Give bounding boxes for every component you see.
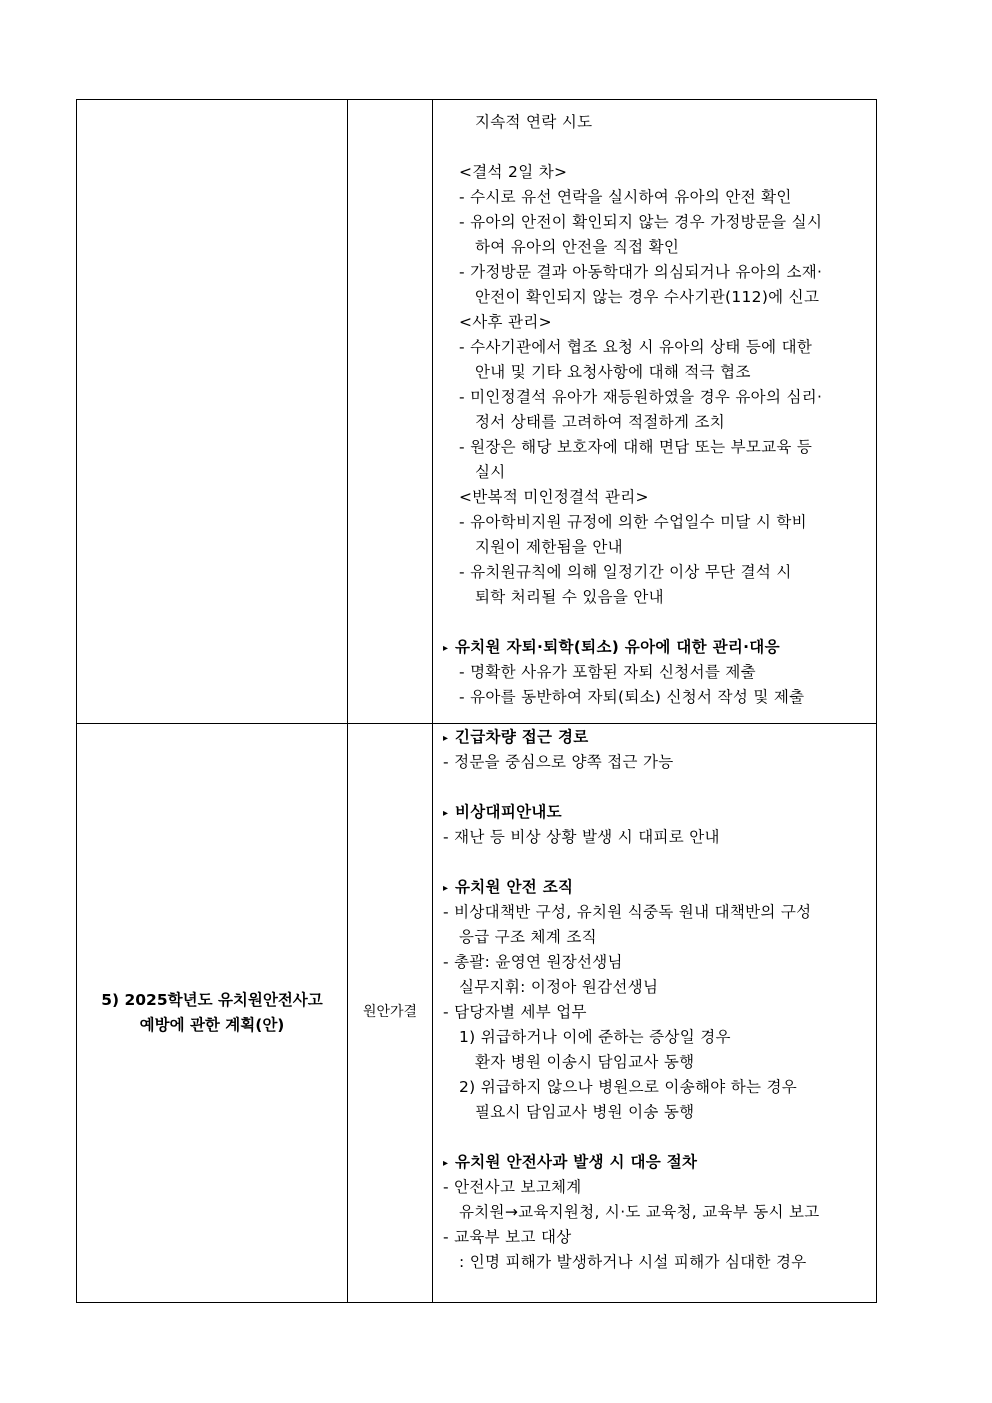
content-line: [443, 685, 822, 710]
line-text: - 교육부 보고 대상: [443, 1228, 572, 1246]
content-line: [443, 410, 822, 435]
content-line: [443, 1100, 820, 1125]
content-line: [443, 460, 822, 485]
line-text: 유치원 안전사과 발생 시 대응 절차: [455, 1153, 698, 1171]
content-line: [443, 1075, 820, 1100]
line-text: - 수사기관에서 협조 요청 시 유아의 상태 등에 대한: [459, 338, 813, 356]
triangle-bullet-icon: ▸: [443, 883, 449, 894]
line-text: - 유아의 안전이 확인되지 않는 경우 가정방문을 실시: [459, 213, 823, 231]
content-line: [443, 185, 822, 210]
line-text: - 미인정결석 유아가 재등원하였을 경우 유아의 심리·: [459, 388, 823, 406]
line-text: - 원장은 해당 보호자에 대해 면담 또는 부모교육 등: [459, 438, 813, 456]
line-text: 긴급차량 접근 경로: [455, 728, 589, 746]
agenda-result-cell: 원안가결: [362, 1004, 418, 1020]
line-text: 안내 및 기타 요청사항에 대해 적극 협조: [475, 363, 751, 381]
line-text: <사후 관리>: [459, 313, 552, 331]
content-line: [443, 510, 822, 535]
line-text: 실무지휘: 이정아 원감선생님: [459, 978, 659, 996]
line-text: 지원이 제한됨을 안내: [475, 538, 623, 556]
content-line: [443, 385, 822, 410]
blank-line: [443, 610, 822, 635]
content-line: [443, 435, 822, 460]
content-line: [443, 560, 822, 585]
content-line: [443, 485, 822, 510]
line-text: - 명확한 사유가 포함된 자퇴 신청서를 제출: [459, 663, 756, 681]
triangle-bullet-icon: ▸: [443, 808, 449, 819]
line-text: - 재난 등 비상 상황 발생 시 대피로 안내: [443, 828, 720, 846]
line-text: <결석 2일 차>: [459, 163, 568, 181]
column-divider-2: [432, 99, 433, 1303]
table-bottom-border: [76, 1302, 877, 1303]
content-line: [443, 660, 822, 685]
line-text: : 인명 피해가 발생하거나 시설 피해가 심대한 경우: [459, 1253, 807, 1271]
line-text: - 수시로 유선 연락을 실시하여 유아의 안전 확인: [459, 188, 792, 206]
blank-line: [443, 775, 820, 800]
line-text: - 유치원규칙에 의해 일정기간 이상 무단 결석 시: [459, 563, 792, 581]
content-line: [443, 1000, 820, 1025]
table-right-border: [876, 99, 877, 1303]
section-heading: [443, 875, 820, 900]
line-text: 유치원→교육지원청, 시·도 교육청, 교육부 동시 보고: [459, 1203, 820, 1221]
content-line: [443, 535, 822, 560]
content-line: [443, 1050, 820, 1075]
table-top-border: [76, 99, 877, 100]
triangle-bullet-icon: ▸: [443, 643, 449, 654]
blank-line: [443, 850, 820, 875]
line-text: 지속적 연락 시도: [475, 113, 593, 131]
line-text: 안전이 확인되지 않는 경우 수사기관(112)에 신고: [475, 288, 820, 306]
content-line: [443, 110, 822, 135]
content-line: [443, 975, 820, 1000]
line-text: - 안전사고 보고체계: [443, 1178, 582, 1196]
line-text: 비상대피안내도: [455, 803, 562, 821]
content-line: [443, 235, 822, 260]
content-line: [443, 310, 822, 335]
blank-line: [443, 1125, 820, 1150]
content-line: [443, 1175, 820, 1200]
content-line: [443, 360, 822, 385]
table-left-border: [76, 99, 77, 1303]
section-heading: [443, 1150, 820, 1175]
content-line: [443, 1025, 820, 1050]
content-line: [443, 950, 820, 975]
section-heading: [443, 725, 820, 750]
line-text: 유치원 자퇴·퇴학(퇴소) 유아에 대한 관리·대응: [455, 638, 780, 656]
line-text: 응급 구조 체계 조직: [459, 928, 597, 946]
content-line: [443, 1250, 820, 1275]
content-line: [443, 160, 822, 185]
line-text: 필요시 담임교사 병원 이송 동행: [475, 1103, 695, 1121]
content-line: [443, 750, 820, 775]
line-text: - 비상대책반 구성, 유치원 식중독 원내 대책반의 구성: [443, 903, 812, 921]
line-text: 2) 위급하지 않으나 병원으로 이송해야 하는 경우: [459, 1078, 798, 1096]
line-text: 유치원 안전 조직: [455, 878, 574, 896]
content-line: [443, 900, 820, 925]
line-text: - 총괄: 윤영연 원장선생님: [443, 953, 623, 971]
content-line: [443, 825, 820, 850]
section-heading: [443, 635, 822, 660]
line-text: - 유아를 동반하여 자퇴(퇴소) 신청서 작성 및 제출: [459, 688, 805, 706]
agenda-title-cell: [78, 988, 346, 1038]
row1-content-cell: [443, 110, 822, 710]
column-divider-1: [347, 99, 348, 1303]
agenda-title-line1: 5) 2025학년도 유치원안전사고: [101, 991, 323, 1009]
line-text: - 정문을 중심으로 양쪽 접근 가능: [443, 753, 674, 771]
row2-content-cell: [443, 725, 820, 1275]
content-line: [443, 925, 820, 950]
content-line: [443, 260, 822, 285]
line-text: <반복적 미인정결석 관리>: [459, 488, 649, 506]
line-text: - 유아학비지원 규정에 의한 수업일수 미달 시 학비: [459, 513, 807, 531]
line-text: - 가정방문 결과 아동학대가 의심되거나 유아의 소재·: [459, 263, 823, 281]
agenda-title-line2: 예방에 관한 계획(안): [139, 1016, 285, 1034]
content-line: [443, 1200, 820, 1225]
triangle-bullet-icon: ▸: [443, 1158, 449, 1169]
line-text: 퇴학 처리될 수 있음을 안내: [475, 588, 664, 606]
line-text: 환자 병원 이송시 담임교사 동행: [475, 1053, 695, 1071]
row-divider: [76, 723, 877, 724]
section-heading: [443, 800, 820, 825]
line-text: - 담당자별 세부 업무: [443, 1003, 587, 1021]
content-line: [443, 210, 822, 235]
content-line: [443, 335, 822, 360]
content-line: [443, 585, 822, 610]
blank-line: [443, 135, 822, 160]
content-line: [443, 1225, 820, 1250]
content-line: [443, 285, 822, 310]
line-text: 하여 유아의 안전을 직접 확인: [475, 238, 680, 256]
line-text: 실시: [475, 463, 506, 481]
line-text: 정서 상태를 고려하여 적절하게 조치: [475, 413, 726, 431]
triangle-bullet-icon: ▸: [443, 733, 449, 744]
line-text: 1) 위급하거나 이에 준하는 증상일 경우: [459, 1028, 731, 1046]
